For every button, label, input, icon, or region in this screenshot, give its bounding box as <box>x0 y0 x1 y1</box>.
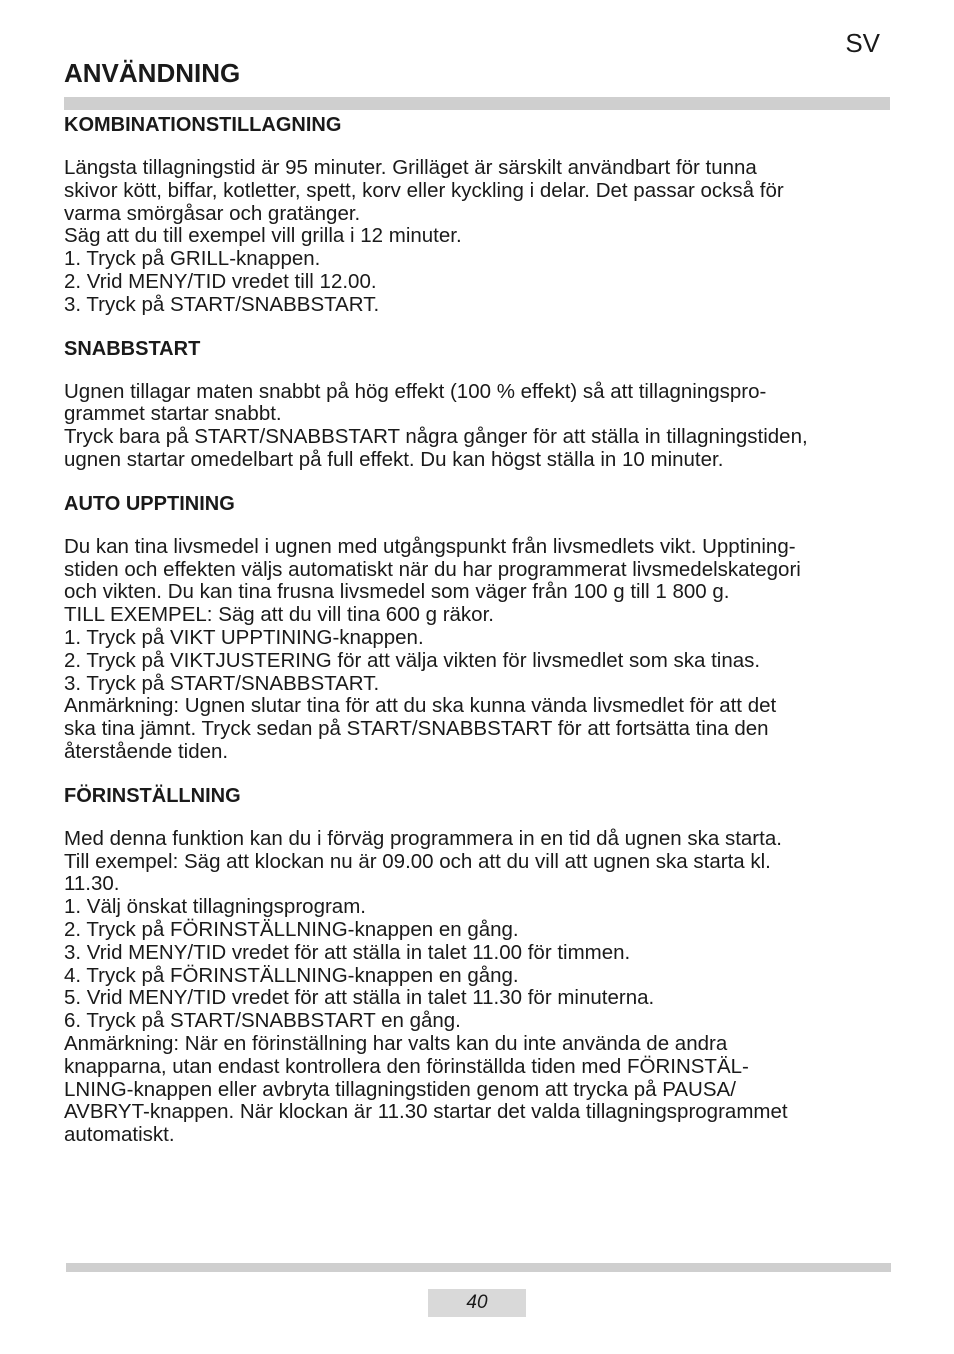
text-line: Längsta tillagningstid är 95 minuter. Grilläget är särskilt användbart för tunna <box>64 156 757 179</box>
text-line: 11.30. <box>64 872 120 896</box>
text-line: Till exempel: Säg att klockan nu är 09.00 och att du vill att ugnen ska starta kl. <box>64 849 771 873</box>
text-line: Tryck bara på START/SNABBSTART några gånger för att ställa in tillagningstiden, <box>64 425 808 449</box>
text-line: Anmärkning: Ugnen slutar tina för att du ska kunna vända livsmedlet för att det <box>64 694 777 718</box>
text-line: Anmärkning: När en förinställning har valts kan du inte använda de andra <box>64 1031 728 1055</box>
text-line: Säg att du till exempel vill grilla i 12 minuter. <box>64 224 462 248</box>
section <box>64 337 894 472</box>
text-line: 2. Tryck på FÖRINSTÄLLNING-knappen en gång. <box>64 917 519 941</box>
text-line: och vikten. Du kan tina frusna livsmedel som väger från 100 g till 1 800 g. <box>64 580 730 604</box>
text-line: stiden och effekten väljs automatiskt när du har programmerat livsmedelskategori <box>64 557 801 581</box>
text-line: TILL EXEMPEL: Säg att du vill tina 600 g räkor. <box>64 603 494 627</box>
text-line: automatiskt. <box>64 1123 175 1147</box>
header-divider <box>64 97 890 110</box>
text-line: grammet startar snabbt. <box>64 402 282 426</box>
section <box>64 492 894 764</box>
text-line: skivor kött, biffar, kotletter, spett, korv eller kyckling i delar. Det passar också för <box>64 178 784 202</box>
text-line: 1. Tryck på GRILL-knappen. <box>64 247 321 271</box>
text-line: Du kan tina livsmedel i ugnen med utgångspunkt från livsmedlets vikt. Upptining- <box>64 534 796 558</box>
text-line: ugnen startar omedelbart på full effekt. Du kan högst ställa in 10 minuter. <box>64 447 724 471</box>
text-line: 1. Tryck på VIKT UPPTINING-knappen. <box>64 625 424 649</box>
text-line: återstående tiden. <box>64 739 229 763</box>
text-line: 3. Tryck på START/SNABBSTART. <box>64 671 380 695</box>
text-line: 1. Välj önskat tillagningsprogram. <box>64 895 366 919</box>
text-line: LNING-knappen eller avbryta tillagningstiden genom att trycka på PAUSA/ <box>64 1077 736 1101</box>
text-line: 6. Tryck på START/SNABBSTART en gång. <box>64 1009 461 1033</box>
page-number: 40 <box>428 1289 526 1317</box>
section <box>64 784 894 1147</box>
text-line: 3. Tryck på START/SNABBSTART. <box>64 292 380 316</box>
footer-divider <box>66 1263 891 1272</box>
text-line: AVBRYT-knappen. När klockan är 11.30 startar det valda tillagningsprogrammet <box>64 1100 788 1124</box>
text-line: ska tina jämnt. Tryck sedan på START/SNABBSTART för att fortsätta tina den <box>64 717 769 741</box>
text-line: knapparna, utan endast kontrollera den förinställda tiden med FÖRINSTÄL- <box>64 1054 749 1078</box>
section-title: AUTO UPPTINING <box>64 492 235 515</box>
page-title: ANVÄNDNING <box>64 58 241 88</box>
text-line: varma smörgåsar och gratänger. <box>64 201 361 225</box>
section-title: KOMBINATIONSTILLAGNING <box>64 114 342 136</box>
text-line: 5. Vrid MENY/TID vredet för att ställa in talet 11.30 för minuterna. <box>64 986 655 1010</box>
content <box>64 113 894 1167</box>
section-title: SNABBSTART <box>64 337 201 360</box>
language-code: SV <box>845 28 880 58</box>
section <box>64 113 894 317</box>
text-line: 3. Vrid MENY/TID vredet för att ställa in talet 11.00 för timmen. <box>64 940 631 964</box>
section-title: FÖRINSTÄLLNING <box>64 784 241 807</box>
text-line: 4. Tryck på FÖRINSTÄLLNING-knappen en gång. <box>64 963 519 987</box>
text-line: 2. Tryck på VIKTJUSTERING för att välja vikten för livsmedlet som ska tinas. <box>64 648 761 672</box>
text-line: Ugnen tillagar maten snabbt på hög effekt (100 % effekt) så att tillagningspro- <box>64 379 767 403</box>
text-line: Med denna funktion kan du i förväg programmera in en tid då ugnen ska starta. <box>64 826 782 850</box>
text-line: 2. Vrid MENY/TID vredet till 12.00. <box>64 269 377 293</box>
